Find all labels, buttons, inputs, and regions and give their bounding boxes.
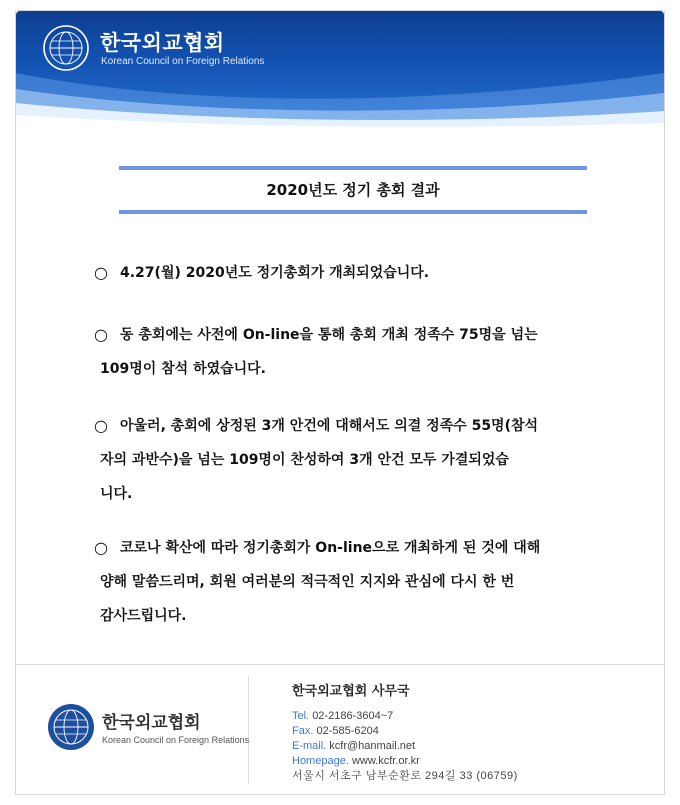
notice-line: 동 총회에는 사전에 On-line을 통해 총회 개최 정족수 75명을 넘는 <box>120 327 538 343</box>
header-banner <box>16 11 664 129</box>
newsletter-frame <box>15 10 665 795</box>
circle-bullet-icon: ○ <box>94 263 108 282</box>
email-row <box>292 739 518 754</box>
email-label: E-mail. <box>292 740 327 752</box>
fax-label: Fax. <box>292 725 314 737</box>
notice-line: 자의 과반수)을 넘는 109명이 찬성하여 3개 안건 모두 가결되었습 <box>100 452 509 468</box>
circle-bullet-icon: ○ <box>94 325 108 344</box>
header-org-name-en: Korean Council on Foreign Relations <box>101 56 265 67</box>
tel-label: Tel. <box>292 710 310 722</box>
footer-divider <box>16 664 664 665</box>
notice-line: 109명이 참석 하였습니다. <box>100 361 267 377</box>
footer-logo-name: 한국외교협회 <box>102 713 201 733</box>
footer-logo-name-en: Korean Council on Foreign Relations <box>102 735 250 745</box>
notice-line: 4.27(월) 2020년도 정기총회가 개최되었습니다. <box>120 265 430 281</box>
notice-title: 2020년도 정기 총회 결과 <box>266 181 440 199</box>
kcfr-emblem-icon <box>42 24 90 72</box>
tel-row <box>292 709 518 724</box>
circle-bullet-icon: ○ <box>94 538 108 557</box>
tel-value: 02-2186-3604~7 <box>312 710 394 722</box>
header-org-name: 한국외교협회 <box>100 31 225 55</box>
notice-title-box <box>119 166 587 214</box>
fax-value: 02-585-6204 <box>316 725 379 737</box>
notice-item <box>94 318 599 386</box>
office-name: 한국외교협회 사무국 <box>292 684 410 699</box>
footer-separator <box>248 676 249 784</box>
circle-bullet-icon: ○ <box>94 416 108 435</box>
homepage-row <box>292 754 518 769</box>
homepage-link[interactable]: www.kcfr.or.kr <box>351 755 420 767</box>
notice-line: 감사드립니다. <box>100 608 187 624</box>
email-link[interactable]: kcfr@hanmail.net <box>329 740 416 752</box>
notice-line: 니다. <box>100 486 133 502</box>
homepage-label: Homepage. <box>292 755 349 767</box>
contact-block <box>292 709 518 784</box>
notice-item <box>94 256 599 290</box>
notice-line: 양해 말씀드리며, 회원 여러분의 적극적인 지지와 관심에 다시 한 번 <box>100 574 515 590</box>
notice-line: 코로나 확산에 따라 정기총회가 On-line으로 개최하게 된 것에 대해 <box>120 540 541 556</box>
address: 서울시 서초구 남부순환로 294길 33 (06759) <box>292 770 518 782</box>
kcfr-emblem-icon <box>46 702 96 752</box>
notice-item <box>94 531 599 633</box>
fax-row <box>292 724 518 739</box>
notice-line: 아울러, 총회에 상정된 3개 안건에 대해서도 의결 정족수 55명(참석 <box>120 418 539 434</box>
notice-item <box>94 409 599 511</box>
